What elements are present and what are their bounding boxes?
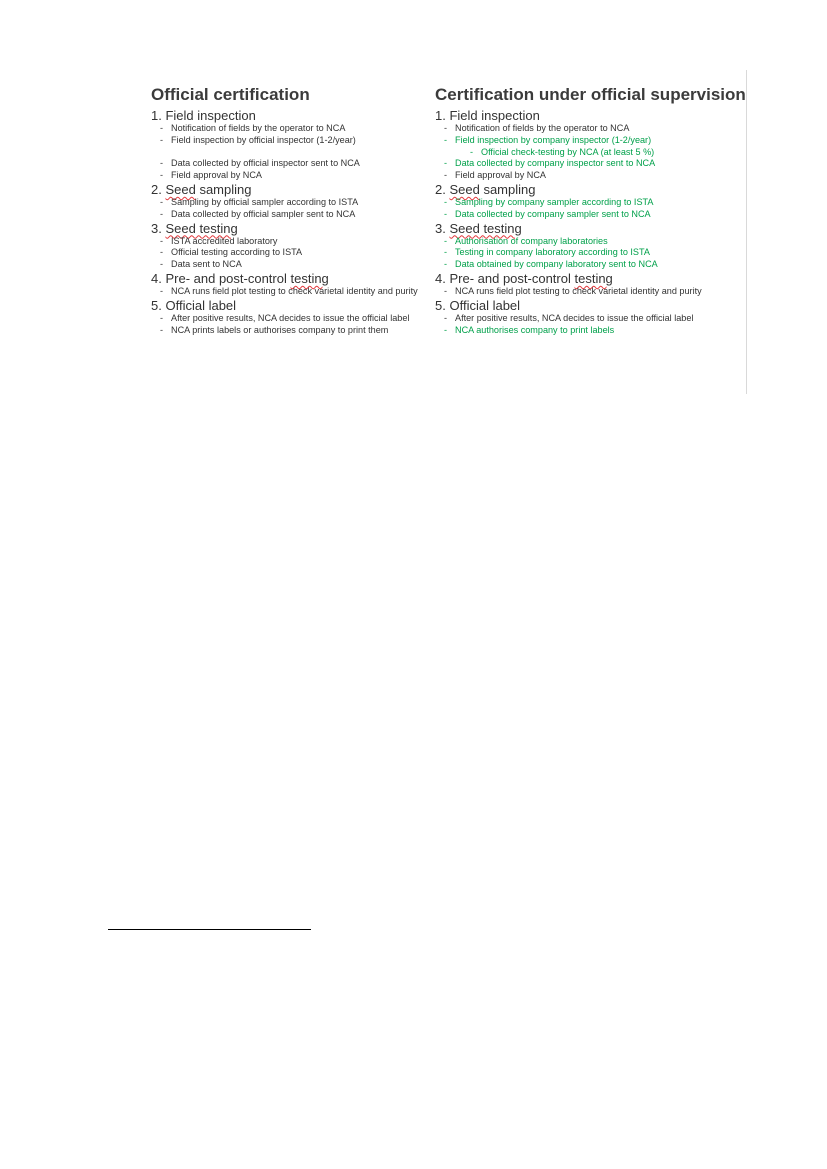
section-number: 3. xyxy=(151,220,162,236)
list-item-changed: - Data collected by company sampler sent to NCA xyxy=(444,209,747,221)
section-number: 5. xyxy=(151,297,162,313)
list-item: - NCA runs field plot testing to check varietal identity and purity xyxy=(444,286,747,298)
official-label-list xyxy=(435,313,747,337)
field-inspection-list xyxy=(151,123,421,182)
section-title-pre: Pre- and post-control xyxy=(449,270,575,286)
section-field-inspection xyxy=(151,108,421,123)
section-title: Field inspection xyxy=(449,108,540,123)
blank-line xyxy=(160,147,421,159)
list-item: - Data collected by official inspector sent to NCA xyxy=(160,158,421,170)
section-number: 1. xyxy=(435,108,446,123)
list-item: - NCA runs field plot testing to check varietal identity and purity xyxy=(160,286,421,298)
control-testing-list xyxy=(435,286,747,298)
section-number: 2. xyxy=(151,181,162,197)
section-official-label xyxy=(435,298,747,313)
section-title: Official label xyxy=(165,297,237,313)
list-item-changed: - Sampling by company sampler according to ISTA xyxy=(444,197,747,209)
section-seed-sampling xyxy=(151,182,421,197)
seed-sampling-list xyxy=(435,197,747,221)
section-title: Official label xyxy=(449,297,521,313)
section-official-label xyxy=(151,298,421,313)
list-item-changed: - Data collected by company inspector sent to NCA xyxy=(444,158,747,170)
section-number: 4. xyxy=(435,270,446,286)
field-inspection-list xyxy=(435,123,747,182)
list-item: - Data sent to NCA xyxy=(160,259,421,271)
footnote-separator xyxy=(108,929,311,930)
list-item: - Sampling by official sampler according to ISTA xyxy=(160,197,421,209)
section-title-word: testing xyxy=(290,270,329,286)
control-testing-list xyxy=(151,286,421,298)
section-title: Seed testing xyxy=(449,220,522,236)
list-item: - After positive results, NCA decides to issue the official label xyxy=(160,313,421,325)
section-number: 5. xyxy=(435,297,446,313)
list-item: - Notification of fields by the operator to NCA xyxy=(160,123,421,135)
section-seed-sampling xyxy=(435,182,747,197)
column-title: Official certification xyxy=(151,85,310,104)
seed-testing-list xyxy=(435,236,747,271)
official-label-list xyxy=(151,313,421,337)
sub-list-item-changed: - Official check-testing by NCA (at least 5 %) xyxy=(444,147,747,159)
section-title-rest: sampling xyxy=(195,181,252,197)
official-certification-column xyxy=(151,84,421,336)
list-item: - Official testing according to ISTA xyxy=(160,247,421,259)
list-item: - Notification of fields by the operator to NCA xyxy=(444,123,747,135)
list-item: - Field approval by NCA xyxy=(160,170,421,182)
seed-sampling-list xyxy=(151,197,421,221)
list-item-changed: - Authorisation of company laboratories xyxy=(444,236,747,248)
list-item: - Field approval by NCA xyxy=(444,170,747,182)
list-item: - Data collected by official sampler sent to NCA xyxy=(160,209,421,221)
section-number: 4. xyxy=(151,270,162,286)
section-number: 3. xyxy=(435,220,446,236)
section-seed-testing xyxy=(435,221,747,236)
list-item: - NCA prints labels or authorises company to print them xyxy=(160,325,421,337)
list-item-changed: - Testing in company laboratory according to ISTA xyxy=(444,247,747,259)
list-item-changed: - Field inspection by company inspector (1-2/year) xyxy=(444,135,747,147)
section-control-testing xyxy=(435,271,747,286)
section-title-word: Seed xyxy=(449,181,480,197)
section-seed-testing xyxy=(151,221,421,236)
supervised-certification-column xyxy=(435,84,747,336)
column-title: Certification under official supervision xyxy=(435,85,746,104)
section-title: Field inspection xyxy=(165,108,256,123)
section-number: 2. xyxy=(435,181,446,197)
list-item-changed: - NCA authorises company to print labels xyxy=(444,325,747,337)
section-field-inspection xyxy=(435,108,747,123)
section-title-pre: Pre- and post-control xyxy=(165,270,291,286)
section-title-word: testing xyxy=(574,270,613,286)
section-control-testing xyxy=(151,271,421,286)
section-number: 1. xyxy=(151,108,162,123)
section-title-rest: sampling xyxy=(479,181,536,197)
seed-testing-list xyxy=(151,236,421,271)
section-title: Seed testing xyxy=(165,220,238,236)
list-item: - After positive results, NCA decides to issue the official label xyxy=(444,313,747,325)
list-item-changed: - Data obtained by company laboratory sent to NCA xyxy=(444,259,747,271)
list-item: - Field inspection by official inspector (1-2/year) xyxy=(160,135,421,147)
list-item: - ISTA accredited laboratory xyxy=(160,236,421,248)
section-title-word: Seed xyxy=(165,181,196,197)
